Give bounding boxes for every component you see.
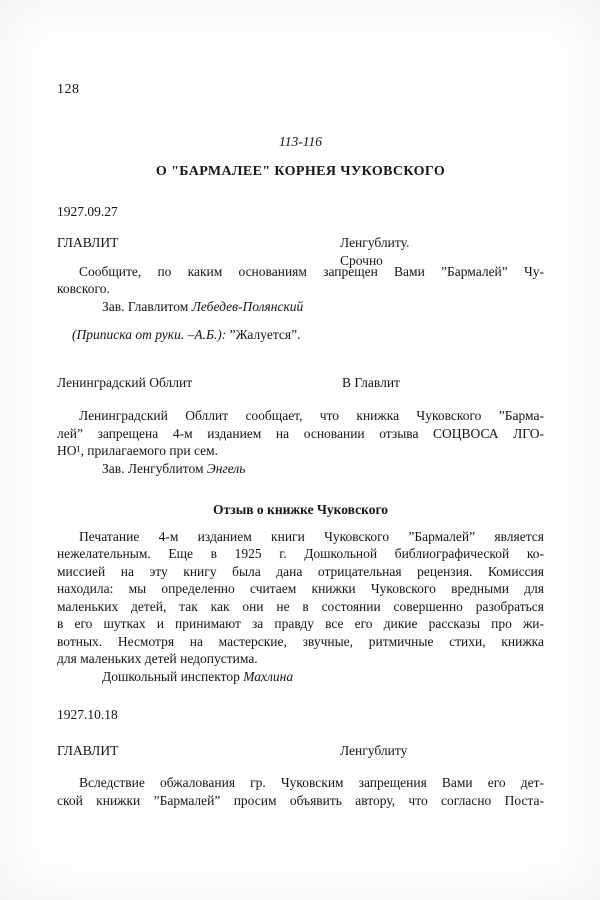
letter2-header <box>57 374 544 392</box>
review-signature-name: Махлина <box>243 668 294 684</box>
letter2-signature <box>57 460 544 478</box>
letter3-sender: ГЛАВЛИТ <box>57 742 119 758</box>
letter2-sender: Ленинградский Обллит <box>57 374 193 390</box>
review-signature-role: Дошкольный инспектор <box>102 668 244 684</box>
letter1-signature-name: Лебедев-Полянский <box>191 298 304 314</box>
letter1-body: Сообщите, по каким основаниям запрещен Вами ”Бармалей” Чу- ковского. <box>57 263 544 296</box>
document-range: 113-116 <box>279 133 322 149</box>
letter1-signature-role: Зав. Главлитом <box>102 298 192 314</box>
letter1-recipient-block <box>340 234 409 269</box>
page-title: О "БАРМАЛЕЕ" КОРНЕЯ ЧУКОВСКОГО <box>155 164 446 179</box>
letter1-signature <box>57 298 544 316</box>
letter1-date: 1927.09.27 <box>57 203 118 219</box>
letter1-urgency: Срочно <box>340 252 383 268</box>
letter2-body: Ленинградский Обллит сообщает, что книжка Чуковского ”Барма- лей” запрещена 4-м изданием на основании отзыва СОЦВОСА ЛГО- НО¹, прилагаемого при сем. <box>57 408 544 458</box>
review-body: Печатание 4-м изданием книги Чуковского ”Бармалей” является нежелательным. Еще в 1925 г. Дошкольной библиографической ко- миссией на эту книгу была дана отрицательная рецензия. Комиссия находила: мы определенно считаем книжки Чуковского вредными для маленьких детей, так как они не в состоянии совершенно разобраться в его шутках и принимают за правду все его дикие рассказы про жи- вотных. Несмотря на мастерские, звучные, ритмичные стихи, книжка для маленьких детей недопустима. <box>57 528 544 666</box>
review-heading: Отзыв о книжке Чуковского <box>213 502 388 517</box>
letter3-recipient: Ленгублиту <box>340 742 408 758</box>
handwritten-note <box>57 326 544 344</box>
note-text: ”Жалуется”. <box>229 327 301 342</box>
letter2-signature-name: Энгель <box>206 460 246 476</box>
letter2-recipient-block <box>342 374 400 392</box>
letter3-date: 1927.10.18 <box>57 707 118 722</box>
letter1-recipient: Ленгублиту. <box>340 235 410 250</box>
note-annotation: (Приписка от руки. –А.Б.): <box>72 327 230 342</box>
review-signature <box>57 668 544 686</box>
letter3-recipient-block <box>340 742 407 760</box>
letter2-recipient: В Главлит <box>342 374 400 390</box>
letter1-header <box>57 234 544 268</box>
page-number: 128 <box>57 82 80 97</box>
letter3-body: Вследствие обжалования гр. Чуковским запрещения Вами его дет- ской книжки ”Бармалей” просим объявить автору, что согласно Поста- <box>57 775 544 808</box>
letter3-header <box>57 742 544 760</box>
letter2-signature-role: Зав. Ленгублитом <box>102 460 207 476</box>
letter1-sender: ГЛАВЛИТ <box>57 235 119 250</box>
